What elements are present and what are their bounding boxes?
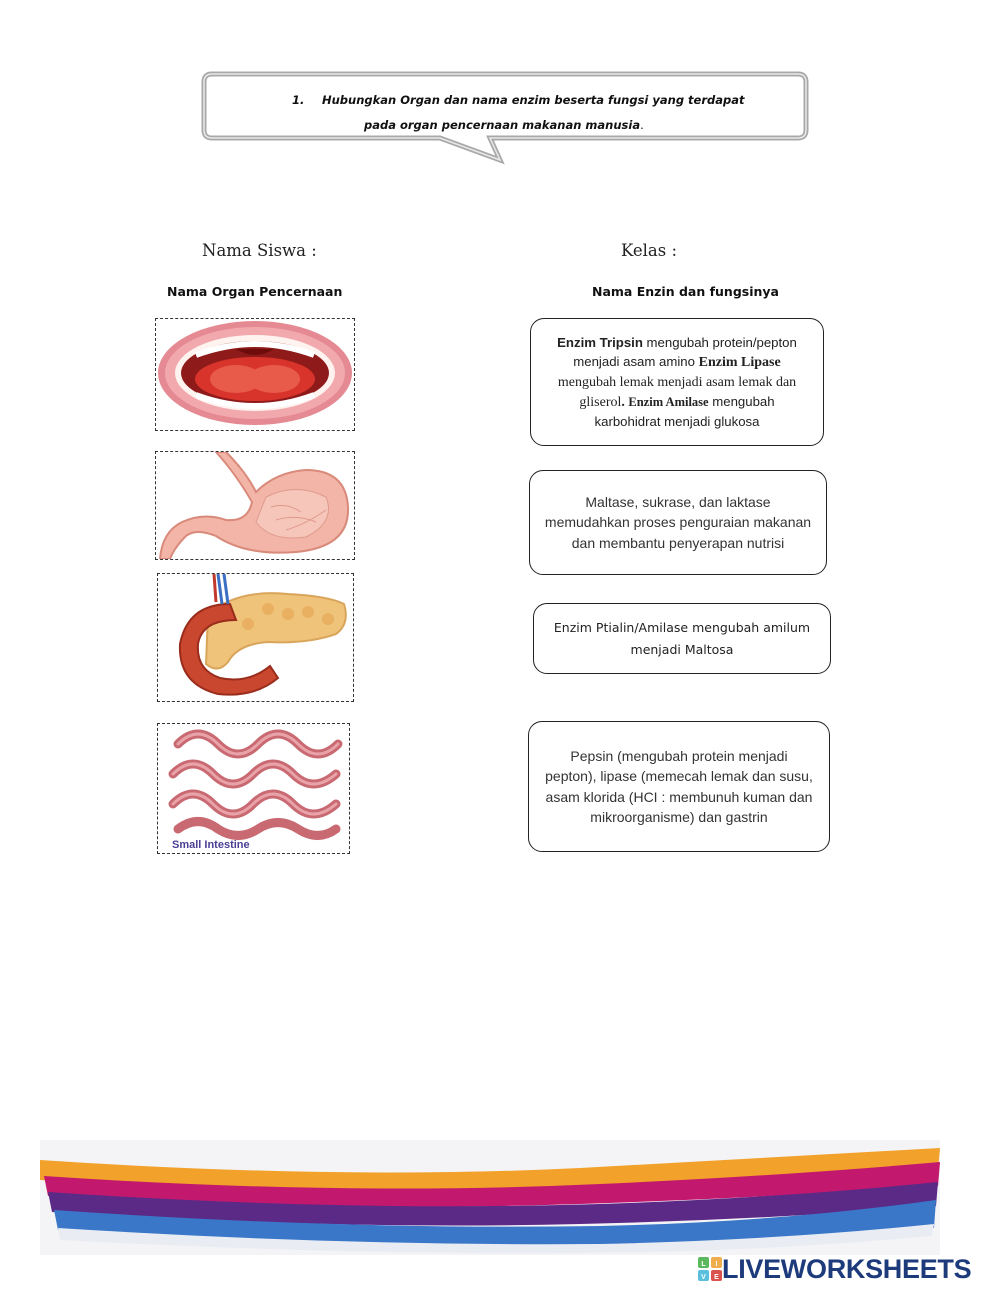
enzyme-column-header: Nama Enzin dan fungsinya [592,284,779,299]
student-name-label: Nama Siswa : [202,241,317,260]
liveworksheets-logo [698,1254,971,1284]
question-number: 1. [292,93,305,107]
enzyme-box-2[interactable] [529,470,827,575]
enzyme-box-4[interactable] [528,721,830,852]
logo-letter-v: V [701,1274,706,1281]
enzyme-amilase-text: mengubah karbohidrat menjadi glukosa [594,394,775,429]
enzyme-amilase-label: Enzim Amilase [628,395,709,409]
enzyme-lipase-text: mengubah lemak menjadi asam lemak dan gliserol [557,375,797,410]
enzyme-box-3[interactable] [533,603,831,674]
logo-letter-e: E [714,1274,719,1281]
question-end: . [640,118,644,132]
live-logo-icon [698,1257,722,1281]
question-text-2: pada organ pencernaan makanan manusia [364,118,641,132]
organ-card-small-intestine[interactable] [157,723,350,854]
organ-card-pancreas[interactable] [157,573,354,702]
organ-column-header: Nama Organ Pencernaan [167,284,343,299]
enzyme-tripsin-label: Enzim Tripsin [557,335,643,350]
organ-card-stomach[interactable] [155,451,355,560]
enzyme-box-2-text: Maltase, sukrase, dan laktase memudahkan proses penguraian makanan dan membantu penyerapan nutrisi [544,493,812,551]
organ-card-mouth[interactable] [155,318,355,431]
small-intestine-caption: Small Intestine [172,839,250,851]
enzyme-tripsin-text: mengubah protein/pepton menjadi asam amino [573,335,797,369]
enzyme-lipase-end: . [621,395,629,410]
enzyme-box-1-text [545,333,809,431]
brand-name: LIVEWORKSHEETS [722,1254,972,1284]
question-line-2 [364,118,644,132]
pancreas-icon [158,574,353,701]
enzyme-box-1[interactable] [530,318,824,446]
question-text-1: Hubungkan Organ dan nama enzim beserta fungsi yang terdapat [322,93,745,107]
class-label: Kelas : [621,241,678,260]
enzyme-lipase-label: Enzim Lipase [698,355,781,370]
small-intestine-icon [158,724,349,853]
footer-decorative-band [40,1140,940,1255]
enzyme-box-4-text: Pepsin (mengubah protein menjadi pepton), lipase (memecah lemak dan susu, asam klorida (HCI : membunuh kuman dan mikroorganisme) dan gastrin [545,747,813,825]
logo-letter-i: I [715,1261,718,1268]
question-line-1 [292,93,745,107]
mouth-icon [156,319,354,430]
logo-letter-l: L [701,1261,706,1268]
enzyme-box-3-text: Enzim Ptialin/Amilase mengubah amilum menjadi Maltosa [553,619,811,657]
stomach-icon [156,452,354,559]
